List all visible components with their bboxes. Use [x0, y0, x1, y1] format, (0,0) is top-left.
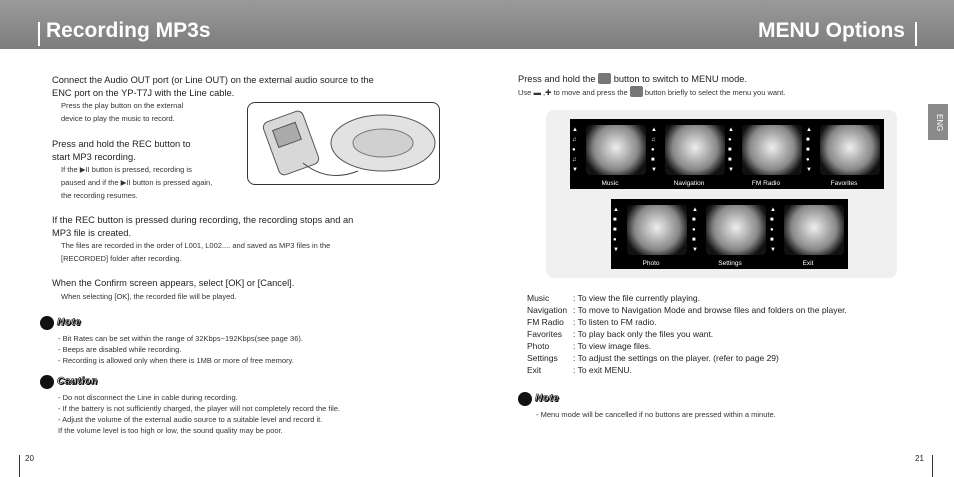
menu-intro	[518, 73, 747, 86]
menu-screen-favorites	[804, 119, 884, 189]
menu-option-desc: : To view image files.	[573, 341, 652, 351]
menu-option-name: Photo	[527, 341, 550, 351]
step1-line1: Connect the Audio OUT port (or Line OUT) on the external audio source to the	[52, 75, 374, 85]
menu-option-desc: : To exit MENU.	[573, 365, 632, 375]
screen-side-icons: ▲ ♫ ● ■ ▼	[651, 127, 657, 173]
menu-option-name: FM Radio	[527, 317, 564, 327]
page-divider-left	[19, 455, 20, 477]
right-title: MENU Options	[758, 19, 905, 42]
menu-screen-navigation	[649, 119, 729, 189]
note-bullet-icon	[518, 392, 532, 406]
screen-side-icons: ▲ ■ ■ ● ▼	[806, 127, 812, 173]
exit-runner-icon	[784, 205, 844, 255]
menu-use-c: button briefly to select the menu you want.	[644, 88, 786, 97]
screen-side-icons: ▲ ♫ ● ♫ ▼	[572, 127, 578, 173]
menu-screen-music	[570, 119, 650, 189]
right-page-number: 21	[915, 454, 924, 463]
caution-item: If the volume level is too high or low, the sound quality may be poor.	[58, 426, 283, 435]
note-item: - Recording is allowed only when there is 1MB or more of free memory.	[58, 356, 294, 365]
menu-option-desc: : To play back only the files you want.	[573, 329, 714, 339]
menu-screen-settings	[690, 199, 770, 269]
step2-line2: start MP3 recording.	[52, 152, 136, 162]
screen-label: FM Radio	[751, 180, 781, 187]
menu-button-icon	[630, 86, 643, 97]
menu-use-line	[518, 86, 785, 100]
menu-option-name: Settings	[527, 353, 558, 363]
menu-intro-a: Press and hold the	[518, 74, 596, 84]
step3-sub1: The files are recorded in the order of L001, L002.... and saved as MP3 files in the	[61, 241, 331, 250]
menu-option-desc: : To listen to FM radio.	[573, 317, 657, 327]
nav-arrows-icon: ▬ ,✚	[533, 88, 552, 97]
title-bar-left	[38, 22, 40, 46]
step4-sub: When selecting [OK], the recorded file will be played.	[61, 292, 237, 301]
step1-sub1: Press the play button on the external	[61, 101, 184, 110]
menu-button-icon	[598, 73, 611, 84]
caution-item: - Adjust the volume of the external audio source to a suitable level and record it.	[58, 415, 323, 424]
menu-use-a: Use	[518, 88, 532, 97]
screen-side-icons: ▲ ■ ● ■ ▼	[692, 207, 698, 253]
menu-option-name: Music	[527, 293, 550, 303]
note-item: - Beeps are disabled while recording.	[58, 345, 182, 354]
caution-label: Caution	[57, 376, 98, 387]
menu-option-name: Navigation	[527, 305, 568, 315]
menu-option-desc: : To move to Navigation Mode and browse files and folders on the player.	[573, 305, 847, 315]
photo-icon	[627, 205, 687, 255]
step1-line2: ENC port on the YP-T7J with the Line cable.	[52, 88, 235, 98]
menu-intro-b: button to switch to MENU mode.	[613, 74, 748, 84]
right-note-label: Note	[535, 393, 560, 404]
step3-line2: MP3 file is created.	[52, 228, 132, 238]
screen-side-icons: ▲ ■ ● ■ ▼	[770, 207, 776, 253]
caution-item: - If the battery is not sufficiently charged, the player will not completely record the file.	[58, 404, 341, 413]
caution-item: - Do not disconnect the Line in cable during recording.	[58, 393, 238, 402]
page-header	[0, 0, 954, 49]
page-divider-right	[932, 455, 933, 477]
screen-side-icons: ▲ ■ ■ ● ▼	[613, 207, 619, 253]
menu-screen-exit	[768, 199, 848, 269]
screen-label: Navigation	[673, 180, 705, 187]
screen-label: Photo	[642, 260, 660, 267]
step3-line1: If the REC button is pressed during recording, the recording stops and an	[52, 215, 354, 225]
screen-label: Music	[601, 180, 619, 187]
left-title: Recording MP3s	[46, 19, 211, 42]
step4-line: When the Confirm screen appears, select [OK] or [Cancel].	[52, 278, 295, 288]
language-tab-label: ENG	[935, 114, 944, 132]
screen-label: Exit	[802, 260, 814, 267]
step2-sub3: the recording resumes.	[61, 191, 138, 200]
radio-icon	[742, 125, 802, 175]
menu-screen-photo	[611, 199, 691, 269]
note-item: - Bit Rates can be set within the range of 32Kbps~192Kbps(see page 36).	[58, 334, 303, 343]
note-bullet-icon	[40, 316, 54, 330]
menu-option-name: Favorites	[527, 329, 562, 339]
right-note-text: - Menu mode will be cancelled if no buttons are pressed within a minute.	[536, 410, 776, 419]
note-label: Note	[57, 317, 82, 328]
menu-option-name: Exit	[527, 365, 542, 375]
language-tab	[928, 104, 948, 140]
favorites-icon	[820, 125, 880, 175]
menu-use-b: to move and press the	[553, 88, 628, 97]
gear-icon	[706, 205, 766, 255]
step2-sub1: If the ▶II button is pressed, recording is	[61, 165, 192, 174]
step2-line1: Press and hold the REC button to	[52, 139, 191, 149]
title-bar-right	[915, 22, 917, 46]
screen-label: Settings	[718, 260, 742, 267]
player-and-cd-illustration	[248, 103, 439, 184]
menu-screen-fm-radio	[726, 119, 806, 189]
menu-option-desc: : To view the file currently playing.	[573, 293, 700, 303]
headphones-icon	[586, 125, 646, 175]
device-illustration	[247, 102, 440, 185]
caution-bullet-icon	[40, 375, 54, 389]
step2-sub2: paused and if the ▶II button is pressed again,	[61, 178, 213, 187]
screen-label: Favorites	[830, 180, 858, 187]
folder-icon	[665, 125, 725, 175]
menu-screens-panel	[546, 110, 897, 278]
menu-option-desc: : To adjust the settings on the player. (refer to page 29)	[573, 353, 779, 363]
step3-sub2: [RECORDED] folder after recording.	[61, 254, 182, 263]
left-page-number: 20	[25, 454, 34, 463]
step1-sub2: device to play the music to record.	[61, 114, 175, 123]
screen-side-icons: ▲ ● ■ ■ ▼	[728, 127, 734, 173]
